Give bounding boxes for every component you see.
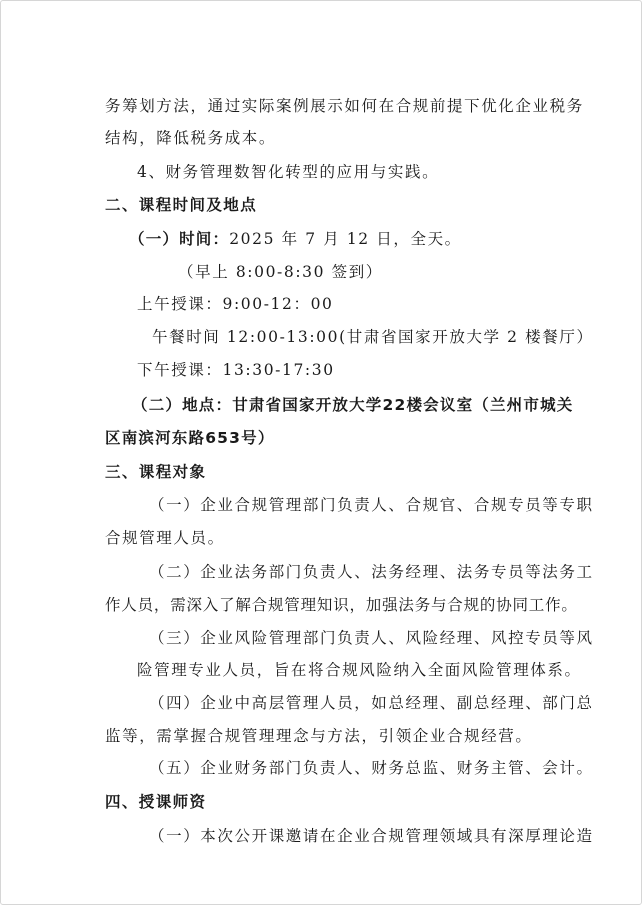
body-text-line: （五）企业财务部门负责人、财务总监、财务主管、会计。 bbox=[149, 759, 594, 777]
body-text-line: 4、财务管理数智化转型的应用与实践。 bbox=[137, 163, 440, 181]
body-text-line: 险管理专业人员，旨在将合规风险纳入全面风险管理体系。 bbox=[137, 661, 582, 679]
body-text-line: （三）企业风险管理部门负责人、风险经理、风控专员等风 bbox=[149, 629, 594, 647]
section-heading-schedule: 二、课程时间及地点 bbox=[105, 196, 258, 214]
check-in-time: （早上 8:00-8:30 签到） bbox=[178, 263, 383, 281]
time-value: 2025 年 7 月 12 日，全天。 bbox=[229, 230, 462, 248]
location-line: （二）地点：甘肃省国家开放大学22楼会议室（兰州市城关 bbox=[132, 396, 574, 414]
body-text-line: （二）企业法务部门负责人、法务经理、法务专员等法务工 bbox=[149, 563, 594, 581]
body-text-line: （一）本次公开课邀请在企业合规管理领域具有深厚理论造 bbox=[149, 827, 594, 845]
lunch-time: 午餐时间 12:00-13:00(甘肃省国家开放大学 2 楼餐厅） bbox=[152, 328, 594, 346]
body-text-line: 监等，需掌握合规管理理念与方法，引领企业合规经营。 bbox=[105, 727, 533, 745]
body-text-line: 合规管理人员。 bbox=[105, 529, 225, 547]
body-text-line: （四）企业中高层管理人员，如总经理、副总经理、部门总 bbox=[149, 694, 594, 712]
location-line: 区南滨河东路653号） bbox=[105, 429, 275, 447]
body-text-line: 结构，降低税务成本。 bbox=[105, 129, 277, 147]
body-text-line: （一）企业合规管理部门负责人、合规官、合规专员等专职 bbox=[149, 496, 594, 514]
body-text-line: 务筹划方法，通过实际案例展示如何在合规前提下优化企业税务 bbox=[105, 97, 584, 115]
section-heading-audience: 三、课程对象 bbox=[105, 463, 207, 481]
body-text-line: 作人员，需深入了解合规管理知识，加强法务与合规的协同工作。 bbox=[105, 596, 578, 614]
schedule-time-line bbox=[129, 229, 462, 249]
morning-session: 上午授课：9:00-12：00 bbox=[137, 295, 334, 313]
afternoon-session: 下午授课：13:30-17:30 bbox=[137, 361, 335, 379]
time-label: （一）时间： bbox=[129, 230, 230, 248]
section-heading-instructors: 四、授课师资 bbox=[105, 793, 207, 811]
